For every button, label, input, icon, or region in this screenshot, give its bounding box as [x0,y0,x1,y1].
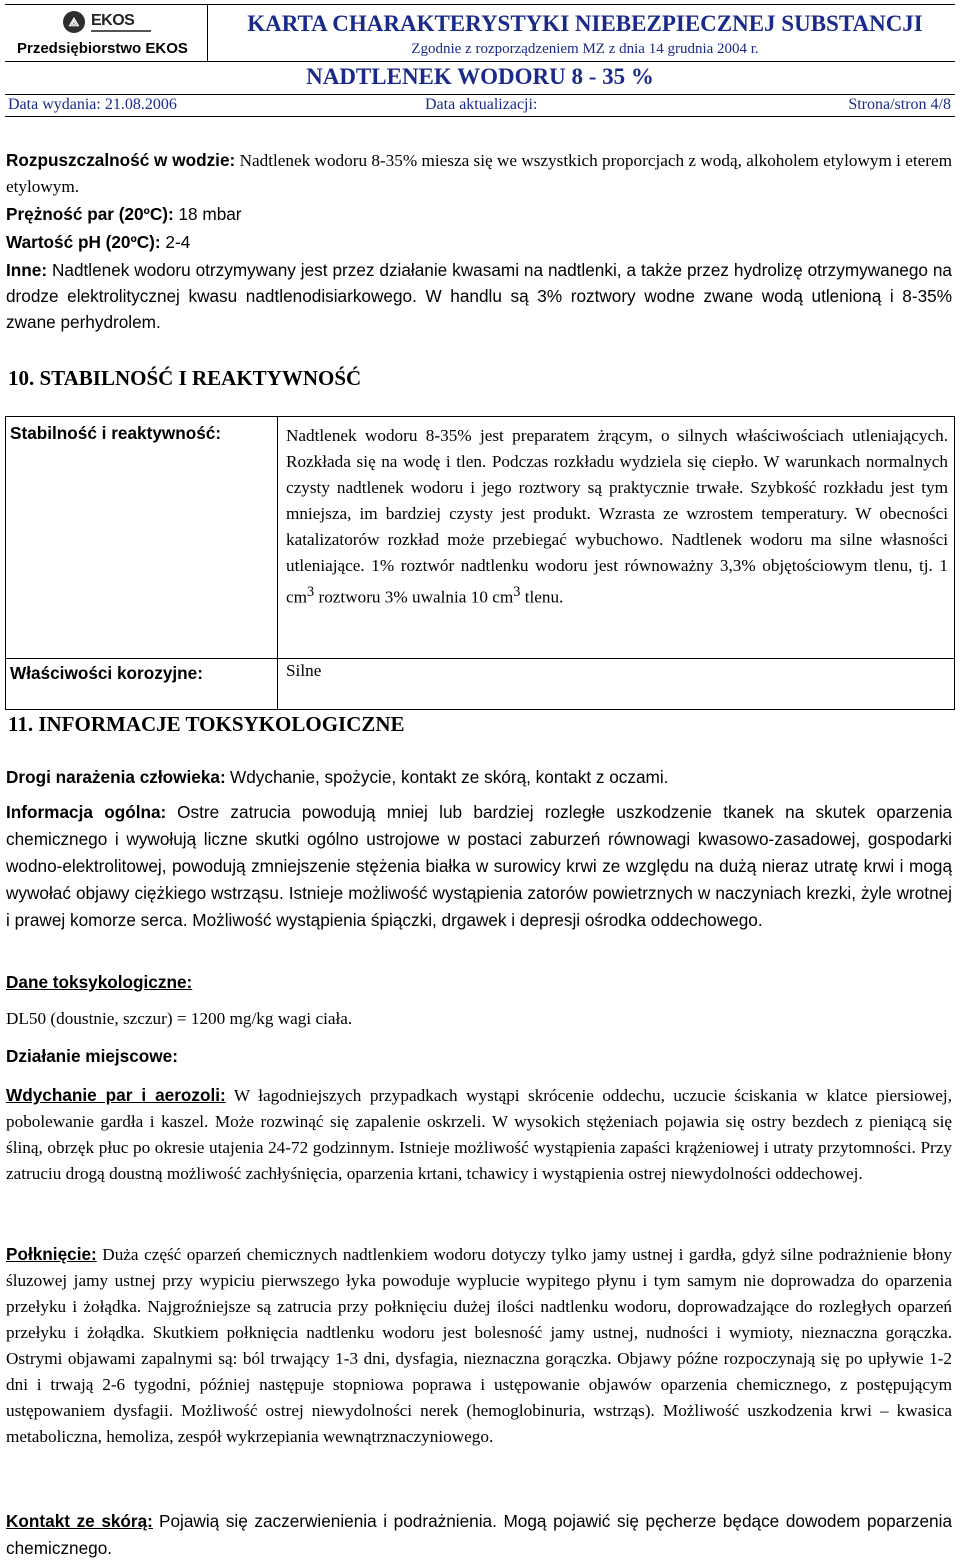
inhalation-label: Wdychanie par i aerozoli: [6,1085,226,1105]
page-number: Strona/stron 4/8 [848,96,951,113]
stability-text-part-a: Nadtlenek wodoru 8-35% jest preparatem żrącym, o silnych właściwościach utleniających. Rozkłada się na wodę i tlen. Podczas rozkładu wydziela się ciepło. W warunkach normalnych czysty nadtlenek wodoru i jego roztwory są praktycznie trwałe. Szybkość rozkładu jest tym mniejsza, im bardziej czysty jest produkt. Wzrasta ze wzrostem temperatury. W obecności katalizatorów rozkład może przebiegać wybuchowo. Nadtlenek wodoru ma silne własności utleniające. 1% roztwór nadtlenku wodoru jest równoważny 3,3% objętościowym tlenu, tj. 1 cm [286,426,948,607]
stability-text-part-c: tlenu. [520,587,564,607]
stability-text [286,423,948,611]
table-column-divider [277,417,278,709]
vapor-pressure-label: Prężność par (20ºC): [6,204,174,224]
ph-value: 2-4 [165,232,191,252]
header-dates-row [5,94,955,117]
product-name: NADTLENEK WODORU 8 - 35 % [306,64,654,89]
update-date: Data aktualizacji: [425,96,538,113]
routes-text: Wdychanie, spożycie, kontakt ze skórą, kontakt z oczami. [229,767,669,787]
vapor-pressure-line [6,201,952,227]
document-title: KARTA CHARAKTERYSTYKI NIEBEZPIECZNEJ SUBSTANCJI [247,11,923,36]
logo-cell [5,5,208,61]
general-info-text: Ostre zatrucia powodują mniej lub bardziej rozległe uszkodzenie tkanek na skutek oparzenia chemicznego i wywołują liczne skutki ogólno ustrojowe w postaci zaburzeń równowagi kwasowo-zasadowej, gospodarki wodno-elektrolitowej, powodują zmniejszenie stężenia białka w surowicy krwi ze względu na dużą nieraz utratę krwi i mogą wywołać objawy ciężkiego wstrząsu. Istnieje możliwość wystąpienia zatorów powietrznych w naczyniach krezki, żyle wrotnej i prawej komorze serca. Możliwość wystąpienia śpiączki, drgawek i depresji ośrodka oddechowego. [6,802,953,930]
stability-text-part-b: roztworu 3% uwalnia 10 cm [314,587,514,607]
corrosive-value: Silne [286,661,322,680]
table-row-divider [6,658,954,659]
general-info-label: Informacja ogólna: [6,802,167,822]
skin-contact-text: Pojawią się zaczerwienienia i podrażnienia. Mogą pojawić się pęcherze będące dowodem poparzenia chemicznego. [6,1511,952,1558]
other-paragraph [6,257,952,335]
inhalation-text: W łagodniejszych przypadkach wystąpi skrócenie oddechu, uczucie ściskania w klatce piersiowej, pobolewanie gardła i kaszel. Może rozwinąć się zapalenie oskrzeli. W wysokich stężeniach pojawia się ostry bezdech z pieniącą się śliną, obrzęk płuc po okresie utajenia 24-72 godzinnym. Istnieje możliwość wystąpienia zapaści krążeniowej i utraty przytomności. Przy zatruciu drogą doustną możliwość zachłyśnięcia, oparzenia krtani, tchawicy i wystąpienia ostrej niewydolności oddechowej. [6,1086,952,1183]
solubility-paragraph [6,147,952,200]
local-effects-heading: Działanie miejscowe: [6,1046,178,1066]
solubility-text: Nadtlenek wodoru 8-35% miesza się we wszystkich proporcjach z wodą, alkoholem etylowym i eterem etylowym. [6,151,953,196]
solubility-label: Rozpuszczalność w wodzie: [6,150,236,170]
ingestion-label: Połknięcie: [6,1244,97,1264]
section-10-heading: 10. STABILNOŚĆ I REAKTYWNOŚĆ [8,366,362,390]
corrosive-label: Właściwości korozyjne: [10,663,203,683]
ld50-line: DL50 (doustnie, szczur) = 1200 mg/kg wagi ciała. [6,1009,353,1028]
stability-label: Stabilność i reaktywność: [10,423,222,443]
company-name: Przedsiębiorstwo EKOS [17,40,188,57]
other-text: Nadtlenek wodoru otrzymywany jest przez działanie kwasami na nadtlenki, a także przez hydrolizę otrzymywanego na drodze elektrolitycznej kwasu nadtlenodisiarkowego. W handlu są 3% roztwory wodne zwane wodą utlenioną i 8-35% zwane perhydrolem. [6,260,952,332]
routes-line [6,764,952,791]
ph-label: Wartość pH (20ºC): [6,232,161,252]
document-subtitle: Zgodnie z rozporządzeniem MZ z dnia 14 grudnia 2004 r. [411,41,759,57]
header-top-row [5,4,955,62]
skin-contact-paragraph [6,1508,952,1562]
logo-emblem-icon: ⟁ [63,11,85,33]
inhalation-paragraph [6,1082,952,1187]
skin-contact-label: Kontakt ze skórą: [6,1511,153,1531]
section-11-heading: 11. INFORMACJE TOKSYKOLOGICZNE [8,712,405,736]
logo-text: EKOS [91,12,135,29]
stability-superscript-1: 3 [307,584,315,600]
document-header [5,4,955,112]
stability-superscript-2: 3 [513,584,521,600]
ingestion-text: Duża część oparzeń chemicznych nadtlenkiem wodoru dotyczy tylko jamy ustnej i gardła, gdyż silne podrażnienie błony śluzowej jamy ustnej przy wypiciu pierwszego łyka powoduje wyplucie wypitego płynu i tym samym nie doprowadza do oparzenia przełyku i żołądka. Najgroźniejsze są zatrucia przy połknięciu dużej ilości nadtlenku wodoru, doprowadzające do rozległych oparzeń przełyku i żołądka. Skutkiem połknięcia nadtlenku wodoru jest bolesność jamy ustnej, nudności i wymioty, nieznaczna gorączka. Ostrymi objawami zapalnymi są: ból trwający 1-3 dni, dysfagia, nieznaczna gorączka. Objawy późne rozpoczynają się po upływie 1-2 dni i trwają 2-6 tygodni, później następuje stopniowa poprawa i ustępowanie objawów oparzenia chemicznego, z postępującym ustępowaniem dysfagii. Możliwość ostrej niewydolności nerek (hemoglobinuria, wstrząs). Możliwość uszkodzenia krwi – kwasica metaboliczna, hemoliza, zespół wykrzepiania wewnątrznaczyniowego. [6,1245,953,1446]
tox-data-heading: Dane toksykologiczne: [6,972,193,992]
logo-underline [91,30,151,32]
routes-label: Drogi narażenia człowieka: [6,767,226,787]
stability-table [5,416,955,710]
company-logo [63,9,153,37]
vapor-pressure-value: 18 mbar [178,204,242,224]
other-label: Inne: [6,260,48,280]
general-info-paragraph [6,799,952,934]
ingestion-paragraph [6,1241,952,1450]
issue-date: Data wydania: 21.08.2006 [8,96,177,113]
ph-line [6,229,952,255]
